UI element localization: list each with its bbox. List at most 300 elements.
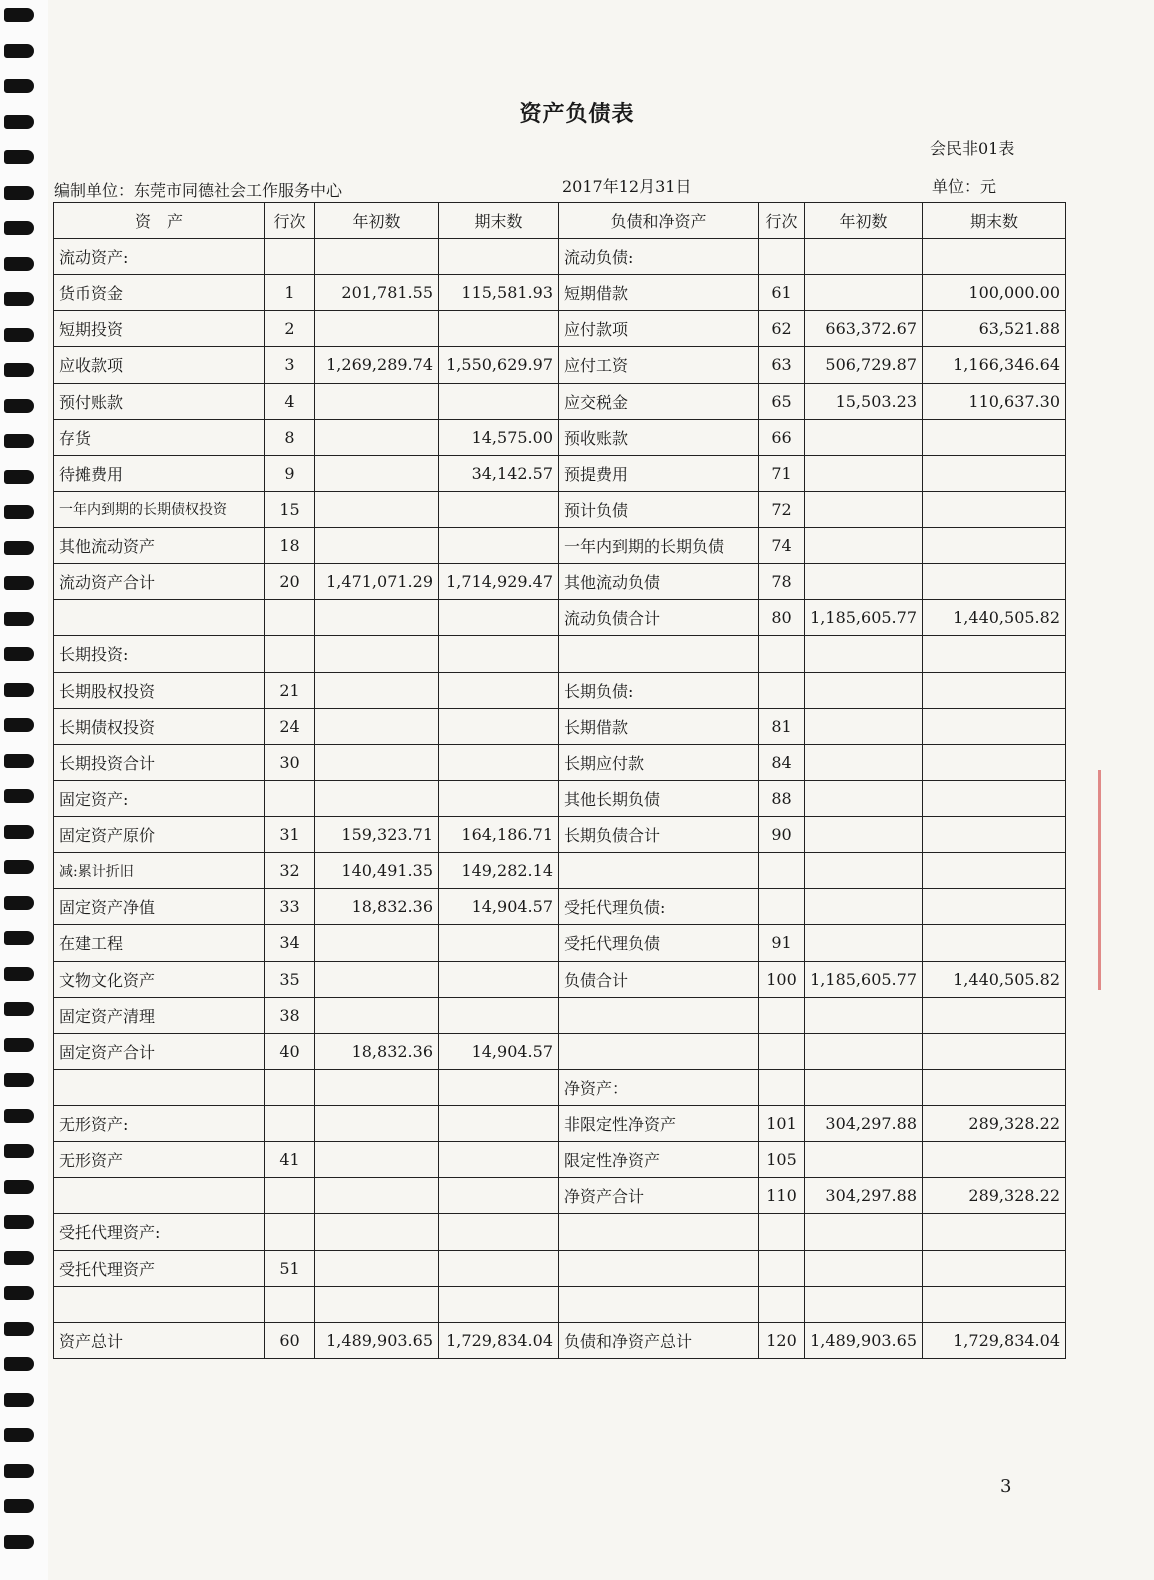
table-row [54, 889, 1066, 925]
liability-line-no: 74 [759, 528, 805, 564]
liability-name: 长期负债合计 [559, 817, 759, 853]
liability-line-no: 81 [759, 708, 805, 744]
table-row [54, 1069, 1066, 1105]
binding-ring [4, 1499, 34, 1513]
liability-name [559, 1286, 759, 1322]
liability-name: 应付款项 [559, 311, 759, 347]
asset-name: 待摊费用 [54, 455, 265, 491]
liability-line-no: 62 [759, 311, 805, 347]
asset-beginning [315, 383, 439, 419]
asset-beginning [315, 1069, 439, 1105]
liability-line-no: 90 [759, 817, 805, 853]
asset-name: 无形资产: [54, 1106, 265, 1142]
binding-ring [4, 44, 34, 58]
liability-beginning: 304,297.88 [805, 1106, 923, 1142]
binding-ring [4, 1535, 34, 1549]
asset-name: 固定资产: [54, 780, 265, 816]
asset-name: 应收款项 [54, 347, 265, 383]
table-row [54, 275, 1066, 311]
binding-ring [4, 683, 34, 697]
asset-line-no: 40 [265, 1033, 315, 1069]
asset-line-no: 4 [265, 383, 315, 419]
binding-ring [4, 1393, 34, 1407]
asset-name: 受托代理资产 [54, 1250, 265, 1286]
liability-beginning [805, 1214, 923, 1250]
liability-ending [923, 1286, 1066, 1322]
table-row [54, 383, 1066, 419]
asset-name [54, 600, 265, 636]
liability-line-no: 78 [759, 564, 805, 600]
liability-ending: 1,166,346.64 [923, 347, 1066, 383]
liability-ending [923, 528, 1066, 564]
asset-ending [439, 925, 559, 961]
table-row [54, 1286, 1066, 1322]
liability-beginning [805, 636, 923, 672]
liability-name: 预提费用 [559, 455, 759, 491]
liability-name: 净资产： [559, 1069, 759, 1105]
binding-ring [4, 1322, 34, 1336]
asset-name: 存货 [54, 419, 265, 455]
asset-line-no: 31 [265, 817, 315, 853]
asset-ending [439, 528, 559, 564]
liability-ending: 1,440,505.82 [923, 600, 1066, 636]
liability-beginning [805, 1142, 923, 1178]
asset-beginning [315, 961, 439, 997]
liability-line-no: 72 [759, 491, 805, 527]
header-asset-beginning: 年初数 [315, 203, 439, 239]
asset-ending: 14,575.00 [439, 419, 559, 455]
liability-name: 应付工资 [559, 347, 759, 383]
liability-beginning [805, 889, 923, 925]
binding-ring [4, 967, 34, 981]
liability-name: 预收账款 [559, 419, 759, 455]
liability-ending: 63,521.88 [923, 311, 1066, 347]
liability-beginning [805, 239, 923, 275]
liability-beginning [805, 853, 923, 889]
liability-name [559, 853, 759, 889]
asset-ending [439, 311, 559, 347]
asset-ending: 115,581.93 [439, 275, 559, 311]
table-row [54, 419, 1066, 455]
liability-beginning [805, 1250, 923, 1286]
liability-ending [923, 925, 1066, 961]
asset-name: 长期投资: [54, 636, 265, 672]
header-asset-line-no: 行次 [265, 203, 315, 239]
asset-ending [439, 708, 559, 744]
liability-ending [923, 419, 1066, 455]
asset-name: 资产总计 [54, 1322, 265, 1358]
liability-beginning: 304,297.88 [805, 1178, 923, 1214]
liability-beginning [805, 780, 923, 816]
table-row [54, 961, 1066, 997]
liability-name [559, 997, 759, 1033]
liability-line-no: 110 [759, 1178, 805, 1214]
header-liability-beginning: 年初数 [805, 203, 923, 239]
liability-beginning: 663,372.67 [805, 311, 923, 347]
asset-beginning [315, 600, 439, 636]
asset-beginning [315, 744, 439, 780]
liability-ending: 1,440,505.82 [923, 961, 1066, 997]
asset-ending: 1,550,629.97 [439, 347, 559, 383]
asset-ending [439, 961, 559, 997]
liability-name: 长期负债: [559, 672, 759, 708]
asset-name: 无形资产 [54, 1142, 265, 1178]
header-liability-line-no: 行次 [759, 203, 805, 239]
liability-line-no [759, 1069, 805, 1105]
table-row [54, 311, 1066, 347]
liability-line-no: 84 [759, 744, 805, 780]
asset-name: 受托代理资产: [54, 1214, 265, 1250]
asset-name: 长期投资合计 [54, 744, 265, 780]
liability-ending [923, 1033, 1066, 1069]
asset-name: 长期债权投资 [54, 708, 265, 744]
liability-ending: 289,328.22 [923, 1106, 1066, 1142]
asset-name: 在建工程 [54, 925, 265, 961]
liability-beginning [805, 817, 923, 853]
asset-line-no: 18 [265, 528, 315, 564]
asset-line-no: 3 [265, 347, 315, 383]
asset-ending: 149,282.14 [439, 853, 559, 889]
liability-beginning [805, 564, 923, 600]
asset-ending: 164,186.71 [439, 817, 559, 853]
page-number: 3 [1000, 1476, 1012, 1497]
asset-ending [439, 1250, 559, 1286]
asset-ending [439, 600, 559, 636]
asset-beginning [315, 997, 439, 1033]
table-row [54, 600, 1066, 636]
table-row [54, 1142, 1066, 1178]
asset-name: 预付账款 [54, 383, 265, 419]
liability-ending [923, 1142, 1066, 1178]
liability-beginning [805, 1033, 923, 1069]
asset-line-no [265, 1286, 315, 1322]
liability-line-no: 101 [759, 1106, 805, 1142]
liability-beginning [805, 528, 923, 564]
liability-ending: 110,637.30 [923, 383, 1066, 419]
asset-ending: 1,729,834.04 [439, 1322, 559, 1358]
liability-ending: 100,000.00 [923, 275, 1066, 311]
asset-ending [439, 997, 559, 1033]
balance-sheet-table [53, 202, 1066, 1359]
liability-beginning: 506,729.87 [805, 347, 923, 383]
liability-line-no [759, 636, 805, 672]
liability-line-no: 91 [759, 925, 805, 961]
asset-beginning [315, 1178, 439, 1214]
liability-name [559, 1033, 759, 1069]
table-row [54, 672, 1066, 708]
liability-ending [923, 780, 1066, 816]
liability-name: 一年内到期的长期负债 [559, 528, 759, 564]
liability-line-no: 65 [759, 383, 805, 419]
asset-line-no: 8 [265, 419, 315, 455]
liability-name: 净资产合计 [559, 1178, 759, 1214]
binding-ring [4, 470, 34, 484]
table-row [54, 925, 1066, 961]
liability-line-no [759, 1214, 805, 1250]
binding-ring [4, 647, 34, 661]
binding-ring [4, 221, 34, 235]
binding-ring [4, 434, 34, 448]
asset-beginning: 201,781.55 [315, 275, 439, 311]
table-row [54, 1033, 1066, 1069]
red-stamp-mark [1098, 770, 1115, 990]
asset-ending [439, 1178, 559, 1214]
document-title: 资产负债表 [519, 101, 635, 127]
asset-name: 流动资产合计 [54, 564, 265, 600]
table-row [54, 636, 1066, 672]
asset-beginning [315, 1286, 439, 1322]
table-row [54, 1178, 1066, 1214]
asset-line-no: 33 [265, 889, 315, 925]
liability-name: 预计负债 [559, 491, 759, 527]
binding-ring [4, 150, 34, 164]
liability-line-no [759, 239, 805, 275]
table-row [54, 347, 1066, 383]
asset-ending [439, 383, 559, 419]
table-row [54, 1250, 1066, 1286]
liability-name: 负债合计 [559, 961, 759, 997]
liability-line-no: 63 [759, 347, 805, 383]
asset-beginning: 159,323.71 [315, 817, 439, 853]
table-row [54, 491, 1066, 527]
asset-beginning: 1,471,071.29 [315, 564, 439, 600]
binding-ring [4, 612, 34, 626]
asset-ending: 34,142.57 [439, 455, 559, 491]
asset-line-no [265, 1178, 315, 1214]
liability-name: 其他长期负债 [559, 780, 759, 816]
liability-ending [923, 853, 1066, 889]
asset-beginning [315, 636, 439, 672]
liability-name: 短期借款 [559, 275, 759, 311]
binding-ring [4, 1109, 34, 1123]
liability-name: 负债和净资产总计 [559, 1322, 759, 1358]
asset-beginning [315, 1106, 439, 1142]
asset-ending [439, 1106, 559, 1142]
organization-label: 编制单位：东莞市同德社会工作服务中心 [54, 181, 343, 200]
binding-ring [4, 1073, 34, 1087]
asset-name: 文物文化资产 [54, 961, 265, 997]
liability-beginning [805, 455, 923, 491]
form-code: 会民非01表 [930, 139, 1015, 158]
binding-ring [4, 399, 34, 413]
liability-name [559, 1250, 759, 1286]
table-row [54, 708, 1066, 744]
table-row [54, 997, 1066, 1033]
asset-line-no: 32 [265, 853, 315, 889]
liability-ending [923, 491, 1066, 527]
binding-ring [4, 1251, 34, 1265]
binding-ring [4, 1038, 34, 1052]
liability-ending [923, 636, 1066, 672]
asset-ending [439, 780, 559, 816]
asset-name: 固定资产清理 [54, 997, 265, 1033]
liability-beginning: 1,185,605.77 [805, 600, 923, 636]
asset-beginning [315, 708, 439, 744]
liability-name: 受托代理负债: [559, 889, 759, 925]
liability-beginning [805, 708, 923, 744]
header-liabilities: 负债和净资产 [559, 203, 759, 239]
asset-name: 短期投资 [54, 311, 265, 347]
binding-ring [4, 292, 34, 306]
liability-ending [923, 708, 1066, 744]
binding-ring [4, 1286, 34, 1300]
asset-beginning [315, 491, 439, 527]
header-asset-ending: 期末数 [439, 203, 559, 239]
asset-line-no: 34 [265, 925, 315, 961]
liability-line-no [759, 1250, 805, 1286]
asset-line-no: 60 [265, 1322, 315, 1358]
liability-line-no [759, 853, 805, 889]
liability-line-no: 80 [759, 600, 805, 636]
asset-line-no: 15 [265, 491, 315, 527]
asset-line-no: 21 [265, 672, 315, 708]
table-row [54, 455, 1066, 491]
asset-line-no [265, 780, 315, 816]
liability-beginning: 1,185,605.77 [805, 961, 923, 997]
asset-line-no: 51 [265, 1250, 315, 1286]
spiral-binding [0, 0, 48, 1580]
liability-beginning [805, 275, 923, 311]
asset-name [54, 1178, 265, 1214]
currency-unit: 单位：元 [932, 177, 997, 196]
liability-line-no: 71 [759, 455, 805, 491]
liability-name: 非限定性净资产 [559, 1106, 759, 1142]
liability-ending [923, 1069, 1066, 1105]
table-row [54, 744, 1066, 780]
asset-beginning [315, 780, 439, 816]
asset-name: 固定资产净值 [54, 889, 265, 925]
asset-beginning [315, 1214, 439, 1250]
binding-ring [4, 1215, 34, 1229]
table-header-row [54, 203, 1066, 239]
header-assets: 资 产 [54, 203, 265, 239]
binding-ring [4, 860, 34, 874]
liability-beginning [805, 744, 923, 780]
asset-ending [439, 1214, 559, 1250]
liability-line-no [759, 1286, 805, 1322]
asset-beginning [315, 455, 439, 491]
asset-beginning [315, 1250, 439, 1286]
binding-ring [4, 505, 34, 519]
binding-ring [4, 1357, 34, 1371]
liability-ending [923, 889, 1066, 925]
liability-line-no [759, 889, 805, 925]
table-row [54, 817, 1066, 853]
asset-name: 固定资产原价 [54, 817, 265, 853]
asset-line-no [265, 1069, 315, 1105]
asset-line-no [265, 1214, 315, 1250]
asset-beginning [315, 925, 439, 961]
binding-ring [4, 363, 34, 377]
binding-ring [4, 825, 34, 839]
asset-line-no [265, 239, 315, 275]
asset-name: 长期股权投资 [54, 672, 265, 708]
binding-ring [4, 1428, 34, 1442]
asset-beginning [315, 528, 439, 564]
asset-beginning: 1,269,289.74 [315, 347, 439, 383]
asset-name: 减:累计折旧 [54, 853, 265, 889]
liability-name: 其他流动负债 [559, 564, 759, 600]
liability-beginning: 1,489,903.65 [805, 1322, 923, 1358]
liability-beginning [805, 1286, 923, 1322]
binding-ring [4, 79, 34, 93]
asset-name: 货币资金 [54, 275, 265, 311]
asset-line-no [265, 600, 315, 636]
liability-ending [923, 997, 1066, 1033]
binding-ring [4, 896, 34, 910]
liability-beginning [805, 491, 923, 527]
asset-ending [439, 744, 559, 780]
liability-line-no: 105 [759, 1142, 805, 1178]
table-row [54, 1322, 1066, 1358]
asset-name: 流动资产: [54, 239, 265, 275]
asset-line-no: 2 [265, 311, 315, 347]
liability-beginning [805, 925, 923, 961]
asset-ending [439, 1286, 559, 1322]
asset-line-no [265, 1106, 315, 1142]
asset-line-no: 20 [265, 564, 315, 600]
asset-line-no: 1 [265, 275, 315, 311]
binding-ring [4, 789, 34, 803]
liability-ending [923, 672, 1066, 708]
asset-name [54, 1069, 265, 1105]
liability-beginning [805, 672, 923, 708]
asset-name: 其他流动资产 [54, 528, 265, 564]
binding-ring [4, 8, 34, 22]
asset-line-no: 30 [265, 744, 315, 780]
asset-ending [439, 1069, 559, 1105]
table-row [54, 780, 1066, 816]
liability-name: 限定性净资产 [559, 1142, 759, 1178]
liability-line-no: 120 [759, 1322, 805, 1358]
liability-name: 流动负债合计 [559, 600, 759, 636]
binding-ring [4, 1002, 34, 1016]
report-date: 2017年12月31日 [562, 177, 692, 196]
liability-line-no: 88 [759, 780, 805, 816]
table-row [54, 239, 1066, 275]
asset-ending: 14,904.57 [439, 889, 559, 925]
binding-ring [4, 1464, 34, 1478]
asset-ending [439, 1142, 559, 1178]
liability-ending: 289,328.22 [923, 1178, 1066, 1214]
asset-beginning [315, 311, 439, 347]
liability-ending [923, 744, 1066, 780]
binding-ring [4, 754, 34, 768]
asset-beginning: 1,489,903.65 [315, 1322, 439, 1358]
asset-ending [439, 491, 559, 527]
asset-line-no [265, 636, 315, 672]
asset-line-no: 38 [265, 997, 315, 1033]
liability-name: 应交税金 [559, 383, 759, 419]
liability-name [559, 1214, 759, 1250]
liability-name: 受托代理负债 [559, 925, 759, 961]
asset-beginning [315, 1142, 439, 1178]
binding-ring [4, 541, 34, 555]
asset-ending: 14,904.57 [439, 1033, 559, 1069]
asset-ending: 1,714,929.47 [439, 564, 559, 600]
liability-ending [923, 817, 1066, 853]
asset-name [54, 1286, 265, 1322]
asset-line-no: 24 [265, 708, 315, 744]
asset-name: 固定资产合计 [54, 1033, 265, 1069]
binding-ring [4, 328, 34, 342]
table-row [54, 564, 1066, 600]
table-row [54, 528, 1066, 564]
table-row [54, 1214, 1066, 1250]
liability-line-no: 61 [759, 275, 805, 311]
binding-ring [4, 1144, 34, 1158]
liability-line-no [759, 997, 805, 1033]
